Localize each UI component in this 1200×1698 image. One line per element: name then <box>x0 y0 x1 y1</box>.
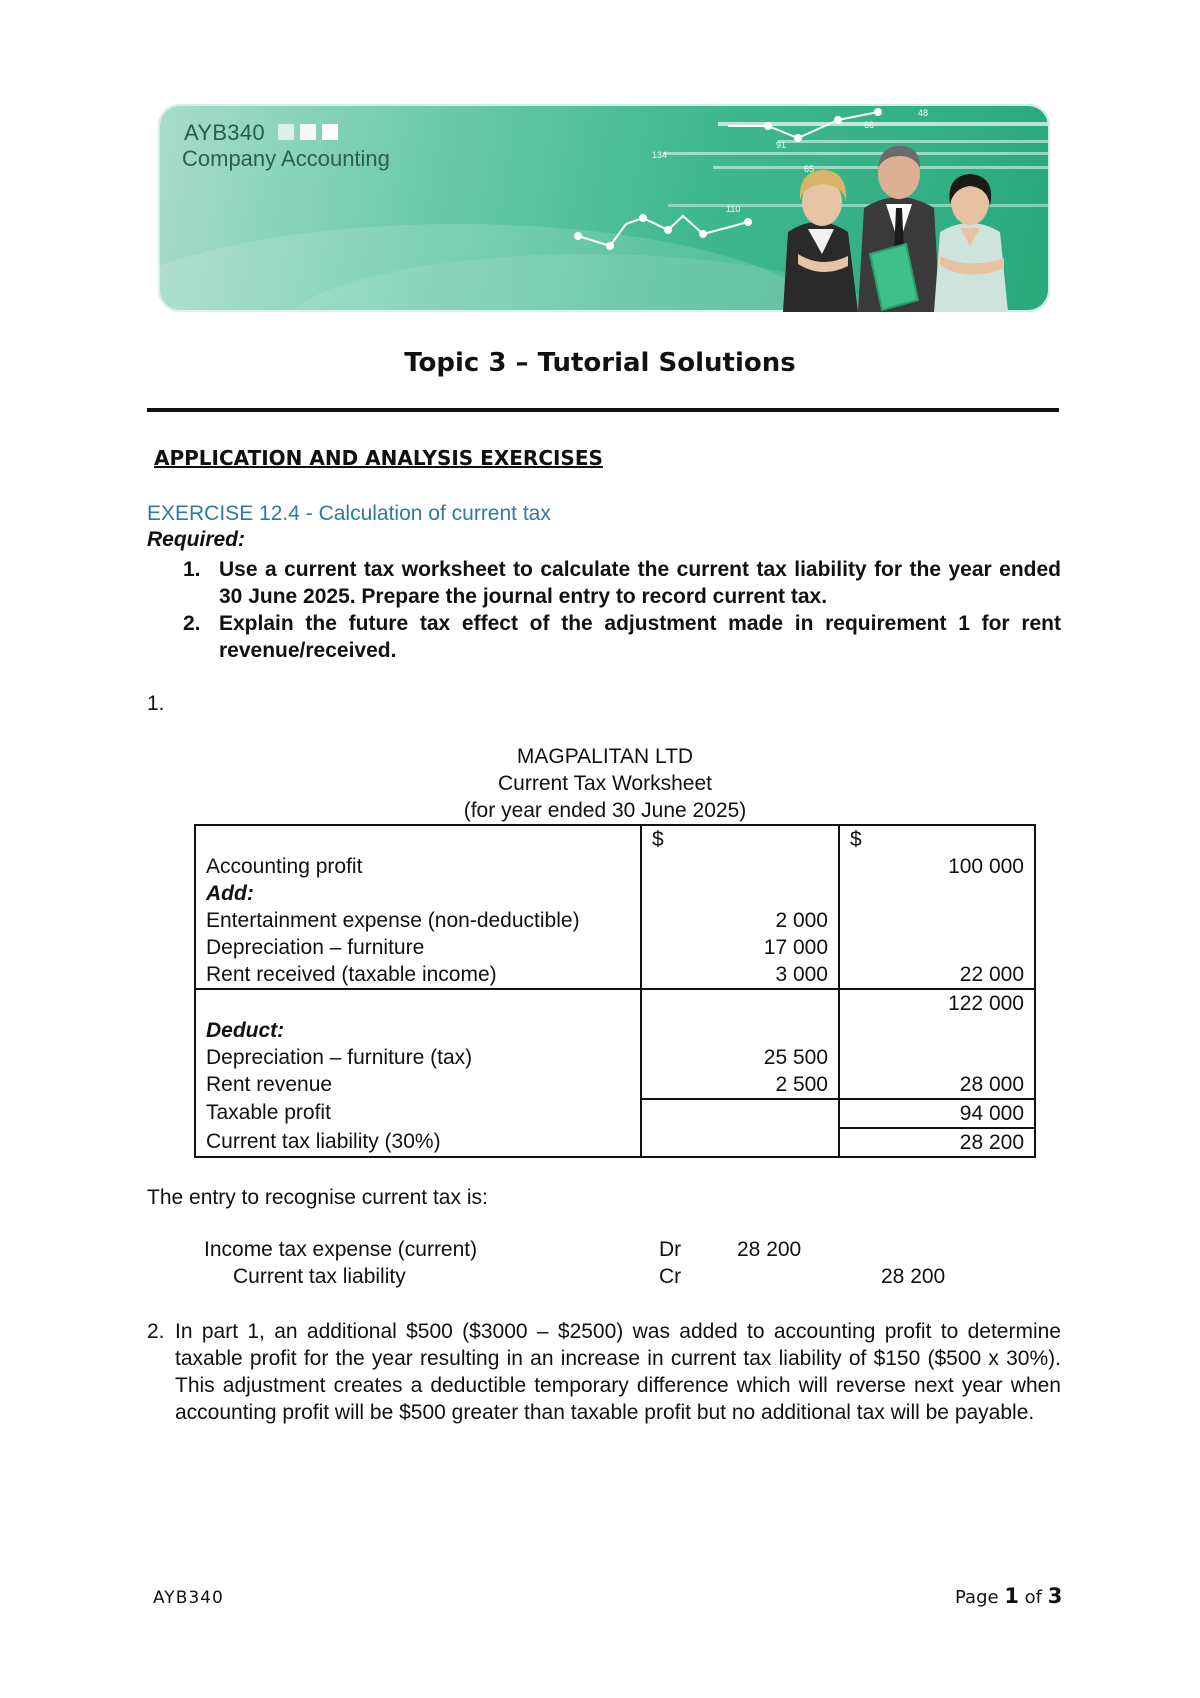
required-label: Required: <box>147 528 246 551</box>
journal-account: Income tax expense (current) <box>204 1238 478 1261</box>
banner-chart-label: 48 <box>918 108 929 118</box>
part-2-number: 2. <box>147 1320 165 1343</box>
total-cell: 28 200 <box>839 1128 1035 1157</box>
row-label: Rent received (taxable income) <box>195 961 641 989</box>
banner-course-name: Company Accounting <box>182 146 390 171</box>
table-cell: 100 000 <box>839 853 1035 880</box>
table-cell <box>839 907 1035 934</box>
table-cell <box>641 989 839 1017</box>
banner-point <box>834 116 842 124</box>
column-header: $ <box>641 825 839 853</box>
banner-point <box>744 218 752 226</box>
table-row <box>195 989 1035 1017</box>
section-heading: APPLICATION AND ANALYSIS EXERCISES <box>154 446 603 470</box>
banner-chart-label: 110 <box>726 204 741 214</box>
table-row <box>195 853 1035 880</box>
table-cell <box>641 853 839 880</box>
banner-chart-label: 134 <box>652 150 668 160</box>
requirement-item <box>183 556 1061 610</box>
page-word: Page <box>955 1587 999 1608</box>
requirement-text: Use a current tax worksheet to calculate the current tax liability for the year ended 30 June 2025. Prepare the journal entry to record current tax. <box>219 558 1061 608</box>
banner-point <box>606 242 614 250</box>
banner-course-code: AYB340 <box>184 120 265 145</box>
part-2-answer <box>147 1318 1061 1426</box>
table-cell <box>839 880 1035 907</box>
banner-point <box>699 230 707 238</box>
row-label: Deduct: <box>195 1017 641 1044</box>
banner-point <box>574 232 582 240</box>
person-right-illustration <box>934 174 1008 312</box>
table-cell: 3 000 <box>641 961 839 989</box>
requirement-number: 2. <box>183 612 201 635</box>
row-label: Accounting profit <box>195 853 641 880</box>
journal-side: Dr <box>659 1238 682 1261</box>
journal-credit: 28 200 <box>881 1265 946 1288</box>
part-2-text: In part 1, an additional $500 ($3000 – $2500) was added to accounting profit to determine taxable profit for the year resulting in an increase in current tax liability of $150 ($500 x 30%). This adjustment creates a deductible temporary difference which will reverse next year when accounting profit will be $500 greater than taxable profit but no additional tax will be payable. <box>175 1320 1061 1424</box>
table-cell: 2 000 <box>641 907 839 934</box>
page-of-word: of <box>1024 1587 1043 1608</box>
table-cell <box>839 934 1035 961</box>
row-label: Current tax liability (30%) <box>195 1128 641 1157</box>
table-row <box>195 880 1035 907</box>
journal-account: Current tax liability <box>233 1265 406 1288</box>
table-row <box>195 1128 1035 1157</box>
person-left-illustration <box>783 170 858 312</box>
row-label: Add: <box>195 880 641 907</box>
table-row <box>195 1044 1035 1071</box>
worksheet-title: Current Tax Worksheet <box>498 772 712 795</box>
footer-course-code: AYB340 <box>153 1588 224 1608</box>
course-banner <box>158 104 1050 312</box>
column-header: $ <box>839 825 1035 853</box>
entry-intro: The entry to recognise current tax is: <box>147 1186 488 1209</box>
title-divider <box>147 408 1059 412</box>
table-cell <box>195 825 641 853</box>
worksheet-company: MAGPALITAN LTD <box>516 745 694 768</box>
row-label: Depreciation – furniture <box>195 934 641 961</box>
table-row <box>195 907 1035 934</box>
table-cell: 2 500 <box>641 1071 839 1099</box>
banner-point <box>764 122 772 130</box>
table-cell <box>641 880 839 907</box>
requirement-item <box>183 610 1061 664</box>
table-cell <box>839 1044 1035 1071</box>
subtotal-cell: 122 000 <box>839 989 1035 1017</box>
table-row <box>195 1017 1035 1044</box>
table-cell <box>641 1017 839 1044</box>
table-row <box>195 934 1035 961</box>
banner-chart-label: 65 <box>804 164 815 174</box>
banner-graphic <box>158 104 1050 312</box>
current-tax-worksheet <box>194 824 1036 1158</box>
table-cell <box>641 1128 839 1157</box>
part-1-label: 1. <box>147 692 165 715</box>
journal-debit: 28 200 <box>737 1238 802 1261</box>
page-title: Topic 3 – Tutorial Solutions <box>404 348 796 378</box>
row-label: Taxable profit <box>195 1099 641 1128</box>
table-cell: 17 000 <box>641 934 839 961</box>
exercise-title: EXERCISE 12.4 - Calculation of current tax <box>147 502 551 525</box>
requirement-text: Explain the future tax effect of the adjustment made in requirement 1 for rent revenue/received. <box>219 612 1061 662</box>
table-cell: 25 500 <box>641 1044 839 1071</box>
requirement-number: 1. <box>183 558 201 581</box>
worksheet-period: (for year ended 30 June 2025) <box>463 799 747 822</box>
total-cell: 94 000 <box>839 1099 1035 1128</box>
table-cell: 28 000 <box>839 1071 1035 1099</box>
banner-point <box>794 134 802 142</box>
page-current: 1 <box>1004 1584 1019 1608</box>
banner-line <box>578 216 748 246</box>
row-label <box>195 989 641 1017</box>
table-cell <box>641 1099 839 1128</box>
row-label: Rent revenue <box>195 1071 641 1099</box>
table-cell <box>839 1017 1035 1044</box>
banner-chart-label: 91 <box>776 140 787 150</box>
table-row <box>195 961 1035 989</box>
table-row <box>195 1071 1035 1099</box>
table-header-row <box>195 825 1035 853</box>
journal-side: Cr <box>659 1265 682 1288</box>
banner-point <box>639 214 647 222</box>
page-number <box>955 1584 1062 1608</box>
row-label: Depreciation – furniture (tax) <box>195 1044 641 1071</box>
page-total: 3 <box>1047 1584 1063 1608</box>
banner-point <box>874 108 882 116</box>
banner-point <box>664 226 672 234</box>
banner-chart-label: 66 <box>864 120 875 130</box>
table-cell: 22 000 <box>839 961 1035 989</box>
row-label: Entertainment expense (non-deductible) <box>195 907 641 934</box>
table-row <box>195 1099 1035 1128</box>
